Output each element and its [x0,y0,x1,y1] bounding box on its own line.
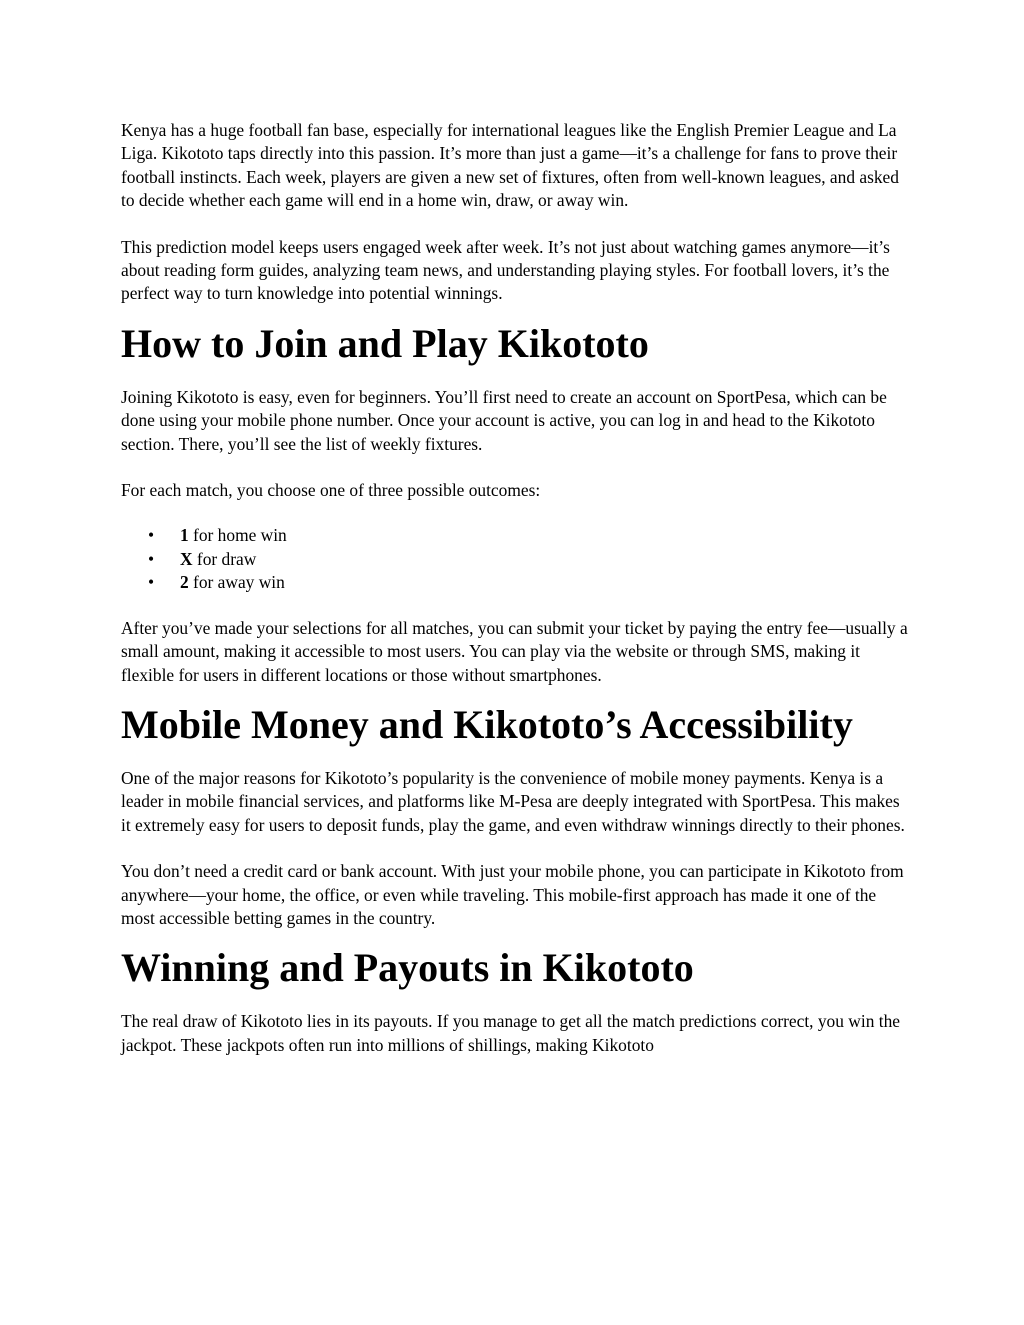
join-paragraph-3: After you’ve made your selections for all matches, you can submit your ticket by paying the entry fee—usually a small amount, making it accessible to most users. You can play via the website or through SMS, making it flexible for users in different locations or those without smartphones. [121,617,908,685]
join-paragraph-1: Joining Kikototo is easy, even for beginners. You’ll first need to create an account on SportPesa, which can be done using your mobile phone number. Once your account is active, you can log in and head to the Kikototo section. There, you’ll see the list of weekly fixtures. [121,386,887,454]
intro-paragraph-2: This prediction model keeps users engaged week after week. It’s not just about watching games anymore—it’s about reading form guides, analyzing team news, and understanding playing styles. For football lovers, it’s the perfect way to turn knowledge into potential winnings. [121,236,890,304]
outcome-text: for draw [192,548,257,569]
outcome-text: for away win [188,572,285,593]
mobile-paragraph-2: You don’t need a credit card or bank account. With just your mobile phone, you can participate in Kikototo from anywhere—your home, the office, or even while traveling. This mobile-first approach has made it one of the most accessible betting games in the country. [121,861,904,928]
outcomes-list [121,524,911,594]
mobile-paragraph-1: One of the major reasons for Kikototo’s popularity is the convenience of mobile money payments. Kenya is a leader in mobile financial services, and platforms like M-Pesa are deeply integrated with SportPesa. This makes it extremely easy for users to deposit funds, play the game, and even withdraw winnings directly to their phones. [121,767,905,835]
list-item [121,571,911,594]
document-page [121,119,911,1057]
list-item [121,524,911,547]
outcome-text: for home win [188,525,287,546]
outcome-key: X [180,548,193,569]
heading-how-to-join: How to Join and Play Kikototo [121,320,649,366]
join-paragraph-2: For each match, you choose one of three possible outcomes: [121,480,541,501]
heading-winning: Winning and Payouts in Kikototo [121,945,694,991]
bullet-icon: • [148,548,155,569]
bullet-icon: • [148,525,155,546]
winning-paragraph-1: The real draw of Kikototo lies in its payouts. If you manage to get all the match predictions correct, you win the jackpot. These jackpots often run into millions of shillings, making Kikototo [121,1011,900,1055]
outcome-key: 1 [180,525,189,546]
intro-paragraph-1: Kenya has a huge football fan base, especially for international leagues like the English Premier League and La Liga. Kikototo taps directly into this passion. It’s more than just a game—it’s a challenge for fans to prove their football instincts. Each week, players are given a new set of fixtures, often from well-known leagues, and asked to decide whether each game will end in a home win, draw, or away win. [121,120,899,211]
list-item [121,548,911,571]
heading-mobile-money: Mobile Money and Kikototo’s Accessibility [121,701,853,747]
bullet-icon: • [148,572,155,593]
outcome-key: 2 [180,572,189,593]
